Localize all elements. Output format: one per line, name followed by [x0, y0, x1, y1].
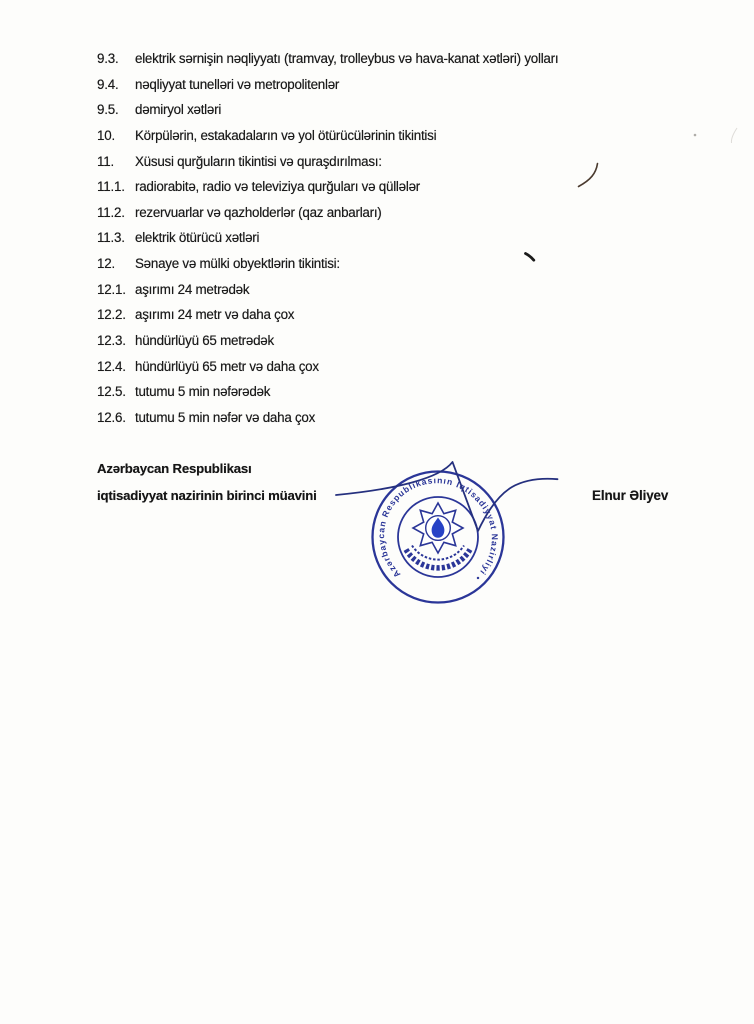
item-number: 12.4. [97, 358, 126, 374]
item-number: 12.1. [97, 281, 126, 297]
item-text: Körpülərin, estakadaların və yol ötürücülərinin tikintisi [135, 127, 437, 143]
item-number: 12. [97, 256, 116, 272]
item-text: tutumu 5 min nəfərədək [135, 384, 271, 400]
scan-speck-curve [731, 128, 737, 143]
item-number: 11.3. [97, 230, 125, 246]
pen-mark-curve [579, 164, 598, 187]
item-text: dəmiryol xətləri [135, 102, 222, 118]
item-text: nəqliyyat tunelləri və metropolitenlər [135, 76, 340, 92]
item-number: 12.6. [97, 409, 126, 425]
list-item [97, 410, 558, 436]
item-number: 12.3. [97, 333, 126, 349]
item-number: 12.2. [97, 307, 126, 323]
item-text: radiorabitə, radio və televiziya qurğuları və qüllələr [135, 179, 420, 195]
list-item [97, 51, 558, 77]
list-item [97, 77, 558, 103]
list-item [97, 205, 558, 231]
item-number: 11. [97, 153, 115, 169]
list-item [97, 359, 558, 385]
signer-name: Elnur Əliyev [592, 488, 669, 503]
list-item [97, 333, 558, 359]
list-item [97, 102, 558, 128]
item-text: rezervuarlar və qazholderlər (qaz anbarları) [135, 204, 382, 220]
list-item [97, 230, 558, 256]
signatory-title-line1: Azərbaycan Respublikası [97, 461, 252, 476]
list-item [97, 282, 558, 308]
item-number: 11.1. [97, 179, 125, 195]
list-item [97, 256, 558, 282]
item-text: aşırımı 24 metrədək [135, 281, 250, 297]
list-item [97, 307, 558, 333]
item-number: 9.5. [97, 102, 119, 118]
ministry-seal-stamp [368, 467, 508, 607]
item-text: elektrik sərnişin nəqliyyatı (tramvay, trolleybus və hava-kanat xətləri) yolları [135, 51, 559, 66]
item-number: 9.4. [97, 76, 119, 92]
item-text: hündürlüyü 65 metr və daha çox [135, 358, 319, 374]
numbered-list [97, 51, 558, 436]
item-text: aşırımı 24 metr və daha çox [135, 307, 295, 323]
item-text: hündürlüyü 65 metrədək [135, 333, 274, 349]
list-item [97, 154, 558, 180]
scan-speck [694, 134, 697, 137]
item-text: tutumu 5 min nəfər və daha çox [135, 409, 316, 425]
seal-ring-text: Azərbaycan Respublikasının İqtisadiyyat Nazirliyi • [376, 475, 500, 584]
item-number: 12.5. [97, 384, 126, 400]
item-number: 11.2. [97, 204, 125, 220]
list-item [97, 384, 558, 410]
list-item [97, 128, 558, 154]
item-text: elektrik ötürücü xətləri [135, 230, 260, 246]
item-number: 10. [97, 127, 116, 143]
item-text: Sənaye və mülki obyektlərin tikintisi: [135, 256, 340, 272]
list-item [97, 179, 558, 205]
item-text: Xüsusi qurğuların tikintisi və quraşdırılması: [135, 153, 382, 169]
signatory-title-line2: iqtisadiyyat nazirinin birinci müavini [97, 488, 317, 503]
item-number: 9.3. [97, 51, 119, 66]
